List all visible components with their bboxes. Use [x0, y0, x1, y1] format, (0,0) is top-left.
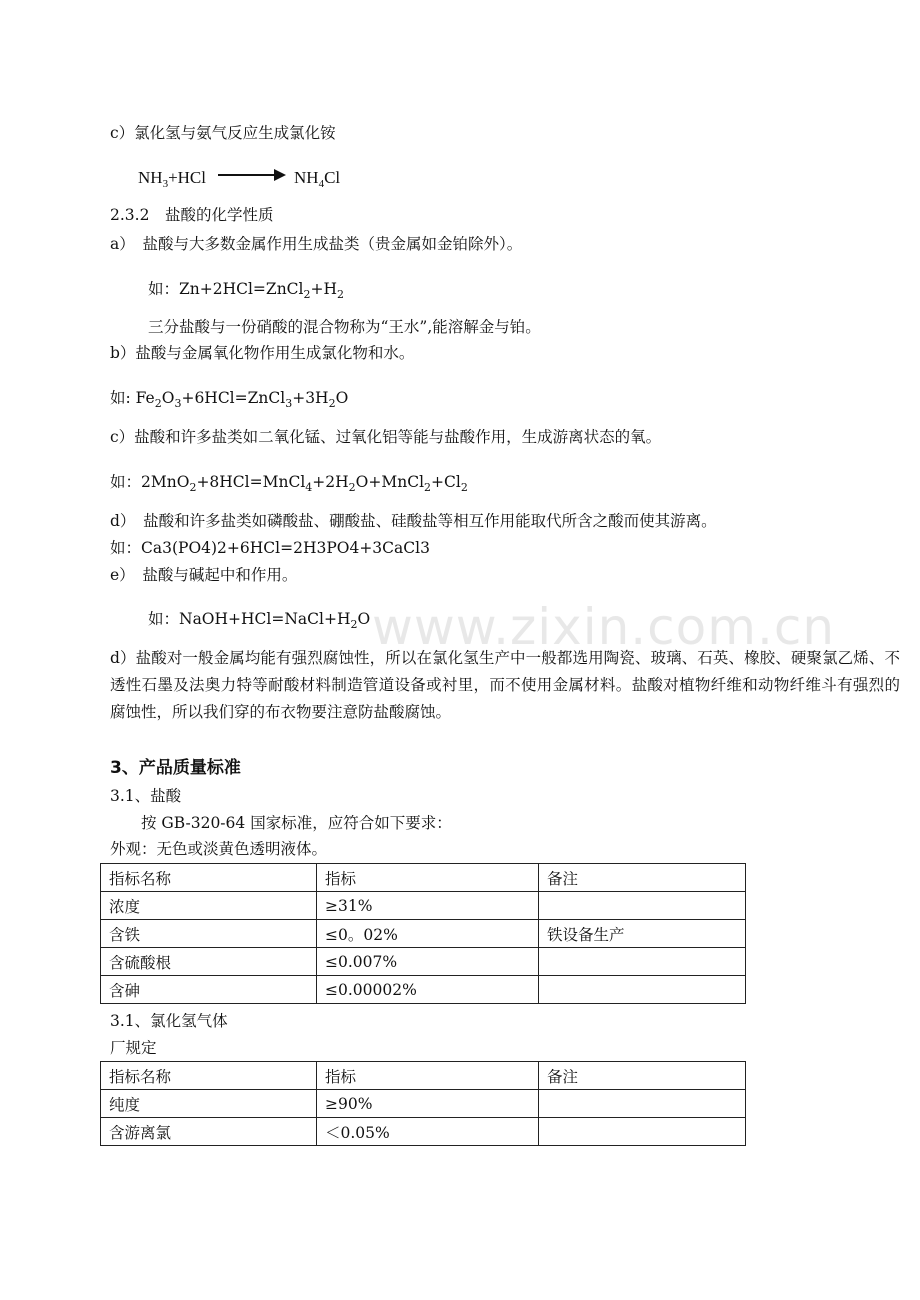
table-cell: ≤0。02% [317, 920, 539, 948]
header-cell: 指标 [317, 864, 539, 892]
table-cell: ≤0.007% [317, 948, 539, 976]
section-232-title: 2.3.2 盐酸的化学性质 [110, 206, 274, 224]
table-cell [539, 976, 746, 1004]
table-cell: 含游离氯 [101, 1118, 317, 1146]
corrosion-paragraph: d）盐酸对一般金属均能有强烈腐蚀性，所以在氯化氢生产中一般都选用陶瓷、玻璃、石英、橡胶、硬聚氯乙烯、不透性石墨及法奥力特等耐酸材料制造管道设备或衬里，而不使用金属材料。盐酸对植物纤维和动物纤维斗有强烈的腐蚀性，所以我们穿的布衣物要注意防盐酸腐蚀。 [110, 649, 900, 721]
section-3-heading: 3、产品质量标准 [110, 758, 241, 778]
table-row [101, 892, 746, 920]
table-cell: 含砷 [101, 976, 317, 1004]
table-header-row [101, 1062, 746, 1090]
table-cell: ＜0.05% [317, 1118, 539, 1146]
table-cell: 铁设备生产 [539, 920, 746, 948]
header-cell: 指标名称 [101, 1062, 317, 1090]
item-a-example: 如：$Zn+2HCl=ZnCl_2+H_2$ [148, 280, 345, 301]
aqua-regia-note: 三分盐酸与一份硝酸的混合物称为“王水”,能溶解金与铂。 [148, 318, 541, 336]
table-row [101, 1118, 746, 1146]
table-cell [539, 948, 746, 976]
hcl-gas-spec-table [100, 1061, 746, 1146]
table-cell [539, 1090, 746, 1118]
factory-regulation: 厂规定 [110, 1039, 157, 1057]
header-cell: 备注 [539, 1062, 746, 1090]
table-cell: 含硫酸根 [101, 948, 317, 976]
reaction-equation-nh4cl: $NH_3+HCl$ $NH_4Cl$ [138, 168, 341, 190]
item-b-text: b）盐酸与金属氧化物作用生成氯化物和水。 [110, 344, 415, 362]
table-cell [539, 892, 746, 920]
item-d-example: 如：Ca3(PO4)2+6HCl=2H3PO4+3CaCl3 [110, 539, 430, 557]
header-cell: 备注 [539, 864, 746, 892]
section-c-title: c）氯化氢与氨气反应生成氯化铵 [110, 124, 336, 142]
item-e-example: 如：$NaOH+HCl=NaCl+H_2O$ [148, 610, 371, 631]
item-b-example: 如: $Fe_2O_3+6HCl=ZnCl_3+3H_2O$ [110, 389, 349, 410]
item-d-text: d） 盐酸和许多盐类如磷酸盐、硼酸盐、硅酸盐等相互作用能取代所含之酸而使其游离。 [110, 512, 717, 530]
table-cell: ≥31% [317, 892, 539, 920]
item-e-text: e） 盐酸与碱起中和作用。 [110, 566, 298, 584]
item-c-example: 如：$2MnO_2+8HCl=MnCl_4+2H_2O+MnCl_2+Cl_2$ [110, 473, 468, 494]
reaction-arrow-icon [218, 174, 284, 176]
section-31-hcl-gas: 3.1、氯化氢气体 [110, 1012, 228, 1030]
header-cell: 指标 [317, 1062, 539, 1090]
hcl-acid-spec-table [100, 863, 746, 1004]
item-c-text: c）盐酸和许多盐类如二氧化锰、过氧化铝等能与盐酸作用，生成游离状态的氧。 [110, 428, 662, 446]
standard-statement: 按 GB-320-64 国家标准，应符合如下要求： [141, 814, 452, 832]
header-cell: 指标名称 [101, 864, 317, 892]
table-cell: 纯度 [101, 1090, 317, 1118]
watermark: www.zixin.com.cn [372, 598, 836, 656]
table-cell: 浓度 [101, 892, 317, 920]
table-cell: 含铁 [101, 920, 317, 948]
table-row [101, 920, 746, 948]
appearance-statement: 外观：无色或淡黄色透明液体。 [110, 840, 328, 858]
item-a-text: a） 盐酸与大多数金属作用生成盐类（贵金属如金铂除外）。 [110, 235, 523, 253]
table-row [101, 948, 746, 976]
table-cell: ≥90% [317, 1090, 539, 1118]
table-cell: ≤0.00002% [317, 976, 539, 1004]
table-row [101, 1090, 746, 1118]
table-cell [539, 1118, 746, 1146]
table-row [101, 976, 746, 1004]
table-header-row [101, 864, 746, 892]
section-31-hydrochloric-acid: 3.1、盐酸 [110, 787, 182, 805]
